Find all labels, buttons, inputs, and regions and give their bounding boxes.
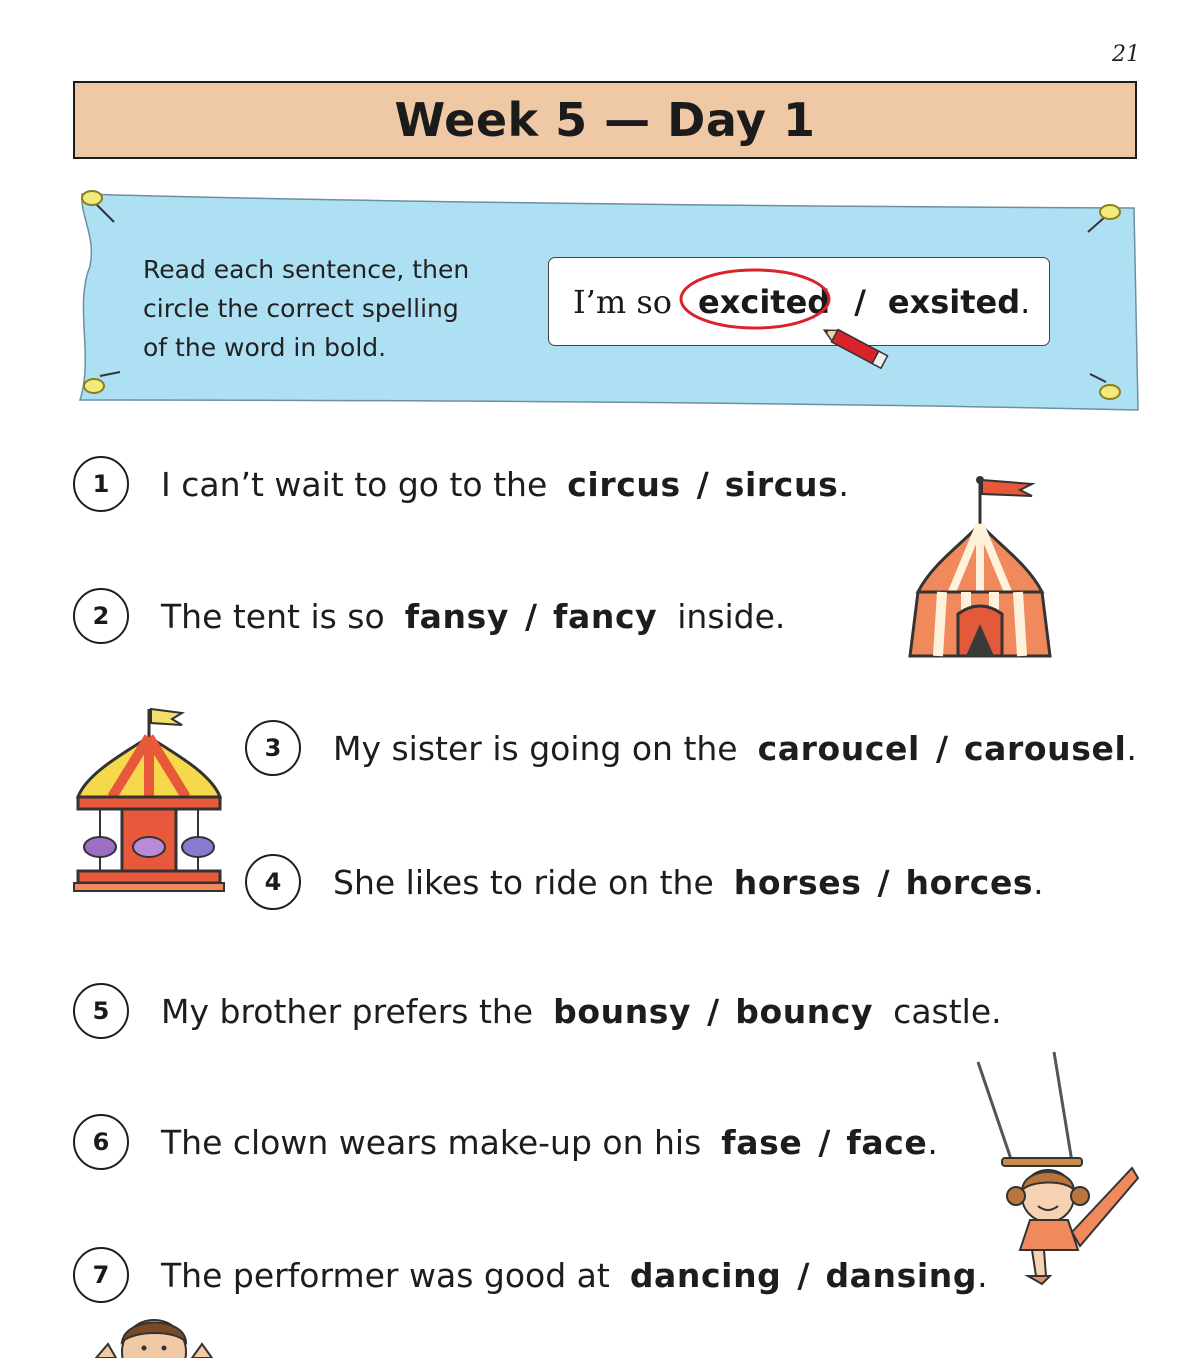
example-slash: / [854, 282, 866, 321]
pencil-icon [816, 324, 896, 370]
word-option-b[interactable]: sircus [724, 464, 839, 504]
question-row [245, 854, 1044, 910]
word-option-b[interactable]: fancy [553, 596, 658, 636]
question-row [73, 1247, 988, 1303]
question-row [73, 588, 785, 644]
question-row [73, 1114, 938, 1170]
word-option-b[interactable]: carousel [964, 728, 1127, 768]
question-sentence [333, 729, 1137, 768]
option-slash: / [696, 464, 709, 504]
child-peeking-icon [92, 1312, 214, 1358]
word-option-b[interactable]: bouncy [735, 991, 874, 1031]
example-option-a: excited [698, 282, 831, 321]
sentence-end: . [977, 1255, 988, 1295]
question-sentence [161, 992, 1002, 1031]
question-number: 2 [73, 588, 129, 644]
sentence-end: . [1033, 862, 1044, 902]
page-number: 21 [1112, 42, 1140, 67]
question-number: 4 [245, 854, 301, 910]
sentence-text: The tent is so [161, 596, 385, 636]
question-number: 6 [73, 1114, 129, 1170]
word-option-b[interactable]: horces [905, 862, 1034, 902]
title-bar [73, 81, 1137, 159]
example-option-b: exsited [887, 282, 1021, 321]
word-option-b[interactable]: dansing [825, 1255, 978, 1295]
page-title: Week 5 — Day 1 [394, 93, 816, 147]
word-option-a[interactable]: fase [721, 1122, 803, 1162]
option-slash: / [877, 862, 890, 902]
question-number: 1 [73, 456, 129, 512]
word-option-a[interactable]: circus [567, 464, 681, 504]
question-number: 7 [73, 1247, 129, 1303]
question-row [73, 983, 1002, 1039]
sentence-end: . [927, 1122, 938, 1162]
word-option-a[interactable]: dancing [629, 1255, 782, 1295]
sentence-text: My brother prefers the [161, 991, 534, 1031]
sentence-text: The clown wears make-up on his [161, 1122, 702, 1162]
option-slash: / [524, 596, 538, 636]
word-option-a[interactable]: caroucel [757, 728, 920, 768]
instruction-line: of the word in bold. [143, 333, 387, 362]
word-option-a[interactable]: fansy [404, 596, 509, 636]
question-sentence [333, 863, 1044, 902]
circle-mark-icon [678, 266, 848, 332]
sentence-end: . [838, 464, 849, 504]
circus-tent-icon [902, 474, 1058, 664]
question-sentence [161, 1256, 988, 1295]
question-number: 5 [73, 983, 129, 1039]
question-sentence [161, 597, 785, 636]
word-option-a[interactable]: horses [733, 862, 862, 902]
question-sentence [161, 1123, 938, 1162]
sentence-text: She likes to ride on the [333, 862, 714, 902]
option-slash: / [935, 728, 948, 768]
sentence-text: I can’t wait to go to the [161, 464, 548, 504]
question-number: 3 [245, 720, 301, 776]
option-slash: / [707, 991, 720, 1031]
sentence-end: inside. [677, 596, 786, 636]
sentence-text: The performer was good at [161, 1255, 610, 1295]
sentence-end: castle. [893, 991, 1002, 1031]
instruction-line: circle the correct spelling [143, 294, 459, 323]
carousel-icon [72, 705, 226, 895]
example-lead: I’m so [573, 282, 673, 321]
sentence-text: My sister is going on the [333, 728, 738, 768]
question-row [73, 456, 849, 512]
option-slash: / [818, 1122, 831, 1162]
example-end: . [1020, 282, 1031, 321]
question-sentence [161, 465, 849, 504]
word-option-b[interactable]: face [846, 1122, 928, 1162]
example-box [548, 257, 1050, 346]
sentence-end: . [1126, 728, 1137, 768]
example-answer-circled [698, 283, 830, 321]
instruction-line: Read each sentence, then [143, 255, 470, 284]
option-slash: / [797, 1255, 810, 1295]
word-option-a[interactable]: bounsy [553, 991, 692, 1031]
trapeze-girl-icon [972, 1050, 1142, 1286]
instructions [143, 250, 503, 367]
question-row [245, 720, 1137, 776]
